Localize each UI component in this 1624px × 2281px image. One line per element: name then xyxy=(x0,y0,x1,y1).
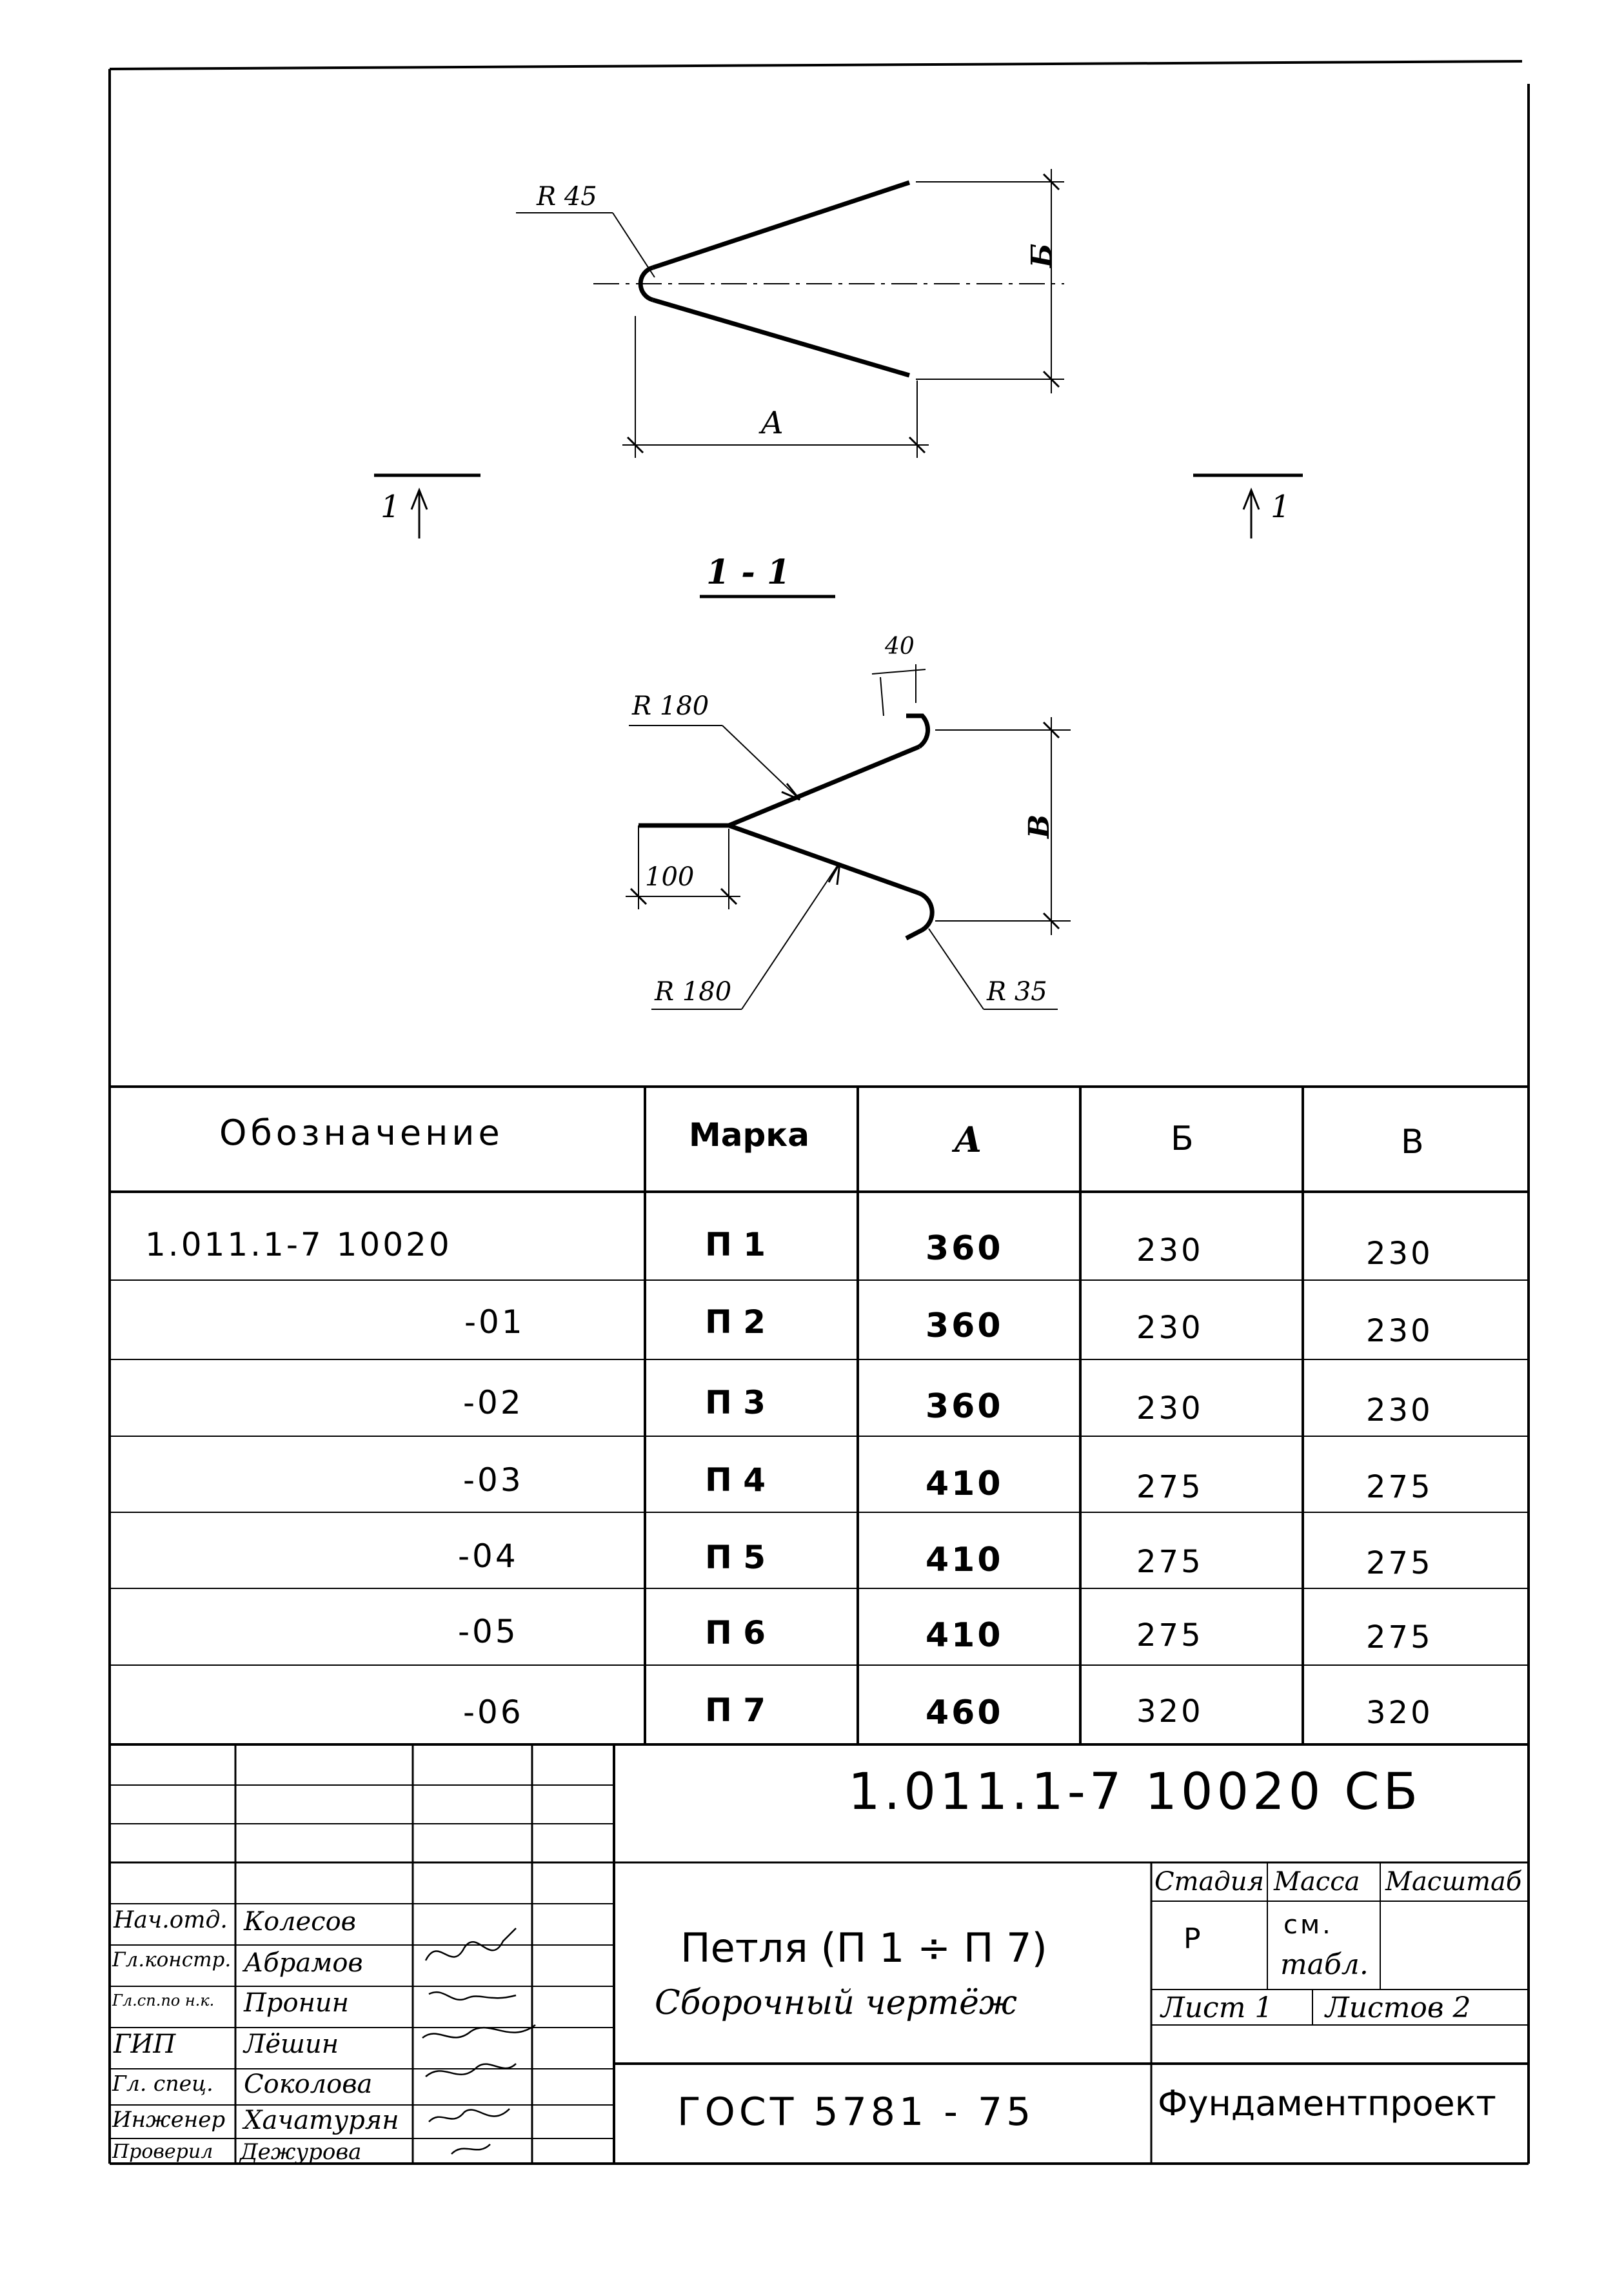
row-4-a: 410 xyxy=(926,1465,1004,1503)
mass-value-2: табл. xyxy=(1280,1948,1369,1981)
dim-100-label: 100 xyxy=(645,862,695,892)
row-4-b: 275 xyxy=(1136,1469,1203,1505)
sheet-number: Лист 1 xyxy=(1161,1991,1273,2024)
sheets-total: Листов 2 xyxy=(1325,1991,1471,2024)
row-2-designation: -01 xyxy=(464,1303,525,1341)
row-2-a: 360 xyxy=(926,1307,1004,1345)
row-1-b: 230 xyxy=(1136,1232,1203,1269)
top-radius-label: R 45 xyxy=(537,182,597,212)
staff-role-4: ГИП xyxy=(114,2029,176,2059)
row-2-b: 230 xyxy=(1136,1310,1203,1346)
staff-name-5: Соколова xyxy=(244,2069,373,2099)
row-2-v: 230 xyxy=(1366,1313,1433,1349)
header-mark: Марка xyxy=(689,1116,809,1154)
dim-v-label: В xyxy=(1023,814,1056,838)
row-6-v: 275 xyxy=(1366,1619,1433,1655)
document-code: 1.011.1-7 10020 СБ xyxy=(848,1763,1422,1821)
staff-name-6: Хачатурян xyxy=(244,2106,399,2135)
row-5-a: 410 xyxy=(926,1541,1004,1579)
row-6-designation: -05 xyxy=(458,1613,519,1650)
radius-bottom-label: R 180 xyxy=(655,977,732,1007)
row-6-mark: П 6 xyxy=(705,1614,766,1652)
title-line-1: Петля (П 1 ÷ П 7) xyxy=(680,1924,1047,1971)
title-line-2: Сборочный чертёж xyxy=(655,1984,1017,2022)
stage-label: Стадия xyxy=(1154,1867,1264,1897)
staff-name-4: Лёшин xyxy=(244,2029,339,2059)
row-1-a: 360 xyxy=(926,1229,1004,1268)
staff-role-7: Проверил xyxy=(112,2140,213,2163)
staff-name-7: Дежурова xyxy=(240,2139,362,2165)
scale-label: Масштаб xyxy=(1385,1867,1522,1897)
mass-value-1: см. xyxy=(1283,1910,1333,1940)
row-1-mark: П 1 xyxy=(705,1226,766,1263)
row-7-a: 460 xyxy=(926,1693,1004,1732)
row-4-mark: П 4 xyxy=(705,1461,766,1499)
row-4-designation: -03 xyxy=(463,1461,524,1499)
row-5-mark: П 5 xyxy=(705,1539,766,1576)
row-7-mark: П 7 xyxy=(705,1692,766,1729)
organization: Фундаментпроект xyxy=(1158,2083,1496,2124)
staff-role-5: Гл. спец. xyxy=(112,2071,213,2096)
dim-40-label: 40 xyxy=(885,633,915,660)
row-5-b: 275 xyxy=(1136,1544,1203,1580)
top-dim-b-label: Б xyxy=(1025,243,1058,268)
row-3-designation: -02 xyxy=(463,1384,524,1421)
stage-value: Р xyxy=(1183,1922,1201,1955)
signatures xyxy=(422,1928,535,2154)
row-1-designation: 1.011.1-7 10020 xyxy=(145,1226,452,1263)
row-3-a: 360 xyxy=(926,1387,1004,1426)
row-6-a: 410 xyxy=(926,1616,1004,1655)
section-mark-right: 1 xyxy=(1271,489,1291,525)
header-a: A xyxy=(955,1119,982,1160)
row-1-v: 230 xyxy=(1366,1236,1433,1272)
standard: ГОСТ 5781 - 75 xyxy=(677,2089,1035,2135)
row-3-mark: П 3 xyxy=(705,1384,766,1421)
header-designation: Обозначение xyxy=(219,1112,504,1153)
staff-role-3: Гл.сп.по н.к. xyxy=(112,1991,215,2009)
staff-name-1: Колесов xyxy=(244,1907,356,1937)
staff-role-2: Гл.констр. xyxy=(112,1948,232,1971)
row-3-v: 230 xyxy=(1366,1392,1433,1428)
staff-name-3: Пронин xyxy=(244,1988,350,2018)
staff-name-2: Абрамов xyxy=(244,1948,363,1978)
row-5-v: 275 xyxy=(1366,1545,1433,1581)
header-v: В xyxy=(1401,1123,1424,1161)
radius-top-label: R 180 xyxy=(632,691,709,721)
spec-table-grid xyxy=(110,1087,1529,1744)
row-7-v: 320 xyxy=(1366,1695,1433,1731)
section-marks xyxy=(374,475,1303,597)
section-title: 1 - 1 xyxy=(706,553,791,592)
top-view-hairpin xyxy=(516,169,1064,458)
staff-role-1: Нач.отд. xyxy=(114,1907,228,1933)
radius-end-label: R 35 xyxy=(987,977,1047,1007)
row-5-designation: -04 xyxy=(458,1537,519,1575)
top-dim-a-label: A xyxy=(761,405,784,441)
staff-role-6: Инженер xyxy=(112,2107,226,2133)
mass-label: Масса xyxy=(1274,1867,1360,1897)
section-mark-left: 1 xyxy=(381,489,401,525)
row-4-v: 275 xyxy=(1366,1469,1433,1505)
row-7-b: 320 xyxy=(1136,1693,1203,1730)
row-7-designation: -06 xyxy=(463,1693,524,1731)
row-6-b: 275 xyxy=(1136,1617,1203,1654)
row-2-mark: П 2 xyxy=(705,1303,766,1341)
row-3-b: 230 xyxy=(1136,1390,1203,1427)
header-b: Б xyxy=(1171,1120,1194,1158)
